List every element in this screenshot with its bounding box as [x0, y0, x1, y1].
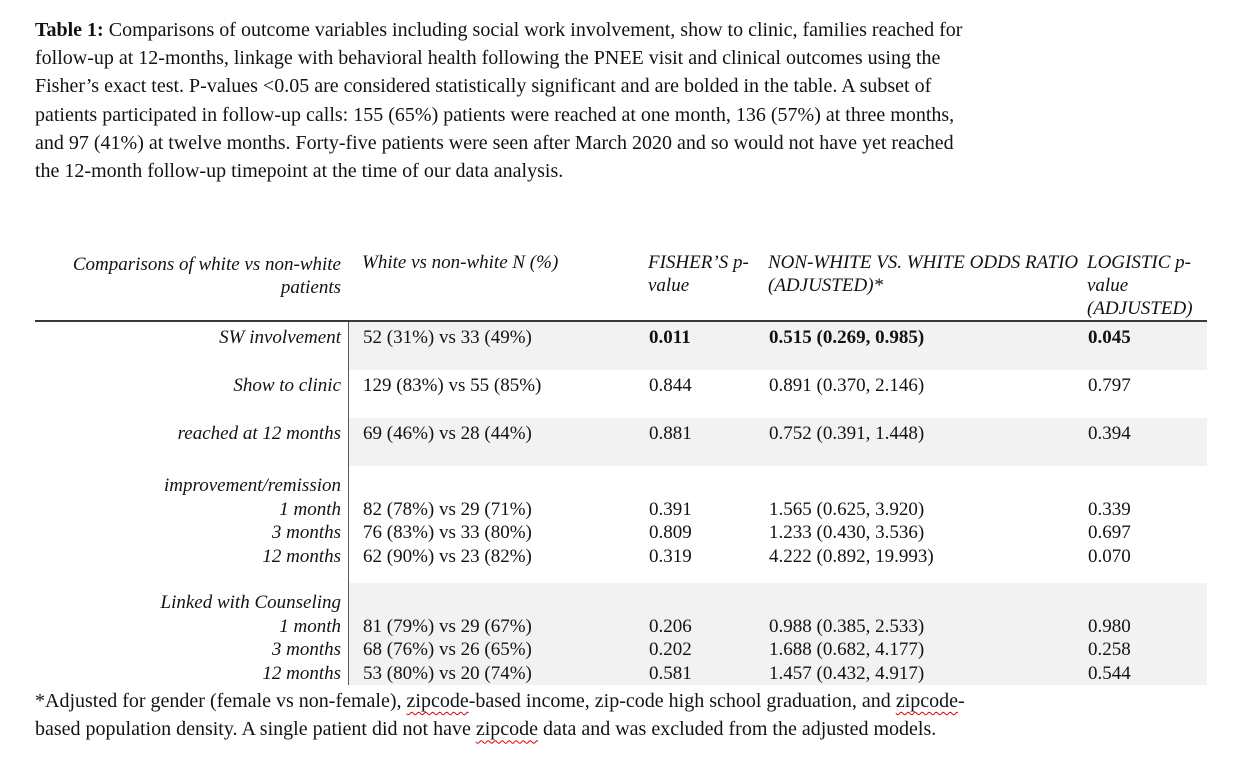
row-label: 1 month — [279, 498, 341, 520]
row-label-column — [35, 466, 348, 583]
header-odds-ratio-adjusted: NON-WHITE VS. WHITE ODDS RATIO (ADJUSTED)* — [768, 252, 1079, 297]
data-column — [769, 474, 1088, 583]
data-column — [1088, 591, 1207, 685]
table-body — [35, 322, 1207, 685]
row-label: 3 months — [271, 639, 341, 661]
data-column — [363, 422, 649, 466]
table-row-block — [35, 370, 1207, 418]
cell-n: 76 (83%) vs 33 (80%) — [363, 522, 532, 544]
data-column — [1088, 326, 1207, 370]
cell-fisher-p-value: 0.844 — [649, 375, 692, 397]
table-caption — [35, 16, 1205, 185]
data-column — [1088, 422, 1207, 466]
row-label: Show to clinic — [233, 375, 341, 397]
cell-fisher-p-value: 0.202 — [649, 639, 692, 661]
footnote-text: data and was excluded from the adjusted models. — [538, 718, 937, 741]
header-logistic-p-value-adjusted: LOGISTIC p-value (ADJUSTED) — [1087, 252, 1193, 320]
data-column — [1088, 374, 1207, 418]
cell-logistic-p-value: 0.394 — [1088, 423, 1131, 445]
table-row-block — [35, 466, 1207, 583]
caption-line: Fisher’s exact test. P-values <0.05 are considered statistically significant and are bolded in the table. A subset of — [35, 75, 932, 98]
caption-line: and 97 (41%) at twelve months. Forty-five patients were seen after March 2020 and so would not have yet reached — [35, 131, 954, 154]
caption-line: the 12-month follow-up timepoint at the time of our data analysis. — [35, 160, 564, 183]
row-data-area — [348, 583, 1207, 685]
cell-odds-ratio: 1.565 (0.625, 3.920) — [769, 498, 925, 520]
data-column — [649, 474, 769, 583]
footnote-text: based population density. A single patient did not have — [35, 718, 476, 741]
cell-logistic-p-value: 0.544 — [1088, 662, 1131, 684]
data-column — [769, 326, 1088, 370]
row-label-column — [35, 322, 348, 370]
cell-fisher-p-value: 0.809 — [649, 522, 692, 544]
cell-logistic-p-value: 0.980 — [1088, 615, 1131, 637]
blank-line — [769, 591, 1088, 615]
row-data-area — [348, 370, 1207, 418]
cell-n: 52 (31%) vs 33 (49%) — [363, 327, 532, 349]
header-comparisons: Comparisons of white vs non-white patients — [72, 254, 341, 299]
table-header-row — [35, 249, 1207, 322]
data-column — [363, 591, 649, 685]
row-label: 12 months — [262, 545, 341, 567]
blank-line — [649, 591, 769, 615]
blank-line — [769, 474, 1088, 498]
table-row-block — [35, 418, 1207, 466]
row-label: 12 months — [262, 662, 341, 684]
header-white-vs-nonwhite-n: White vs non-white N (%) — [362, 252, 559, 274]
data-column — [769, 374, 1088, 418]
data-column — [363, 326, 649, 370]
misspelled-word: zipcode — [895, 690, 958, 713]
cell-logistic-p-value: 0.339 — [1088, 498, 1131, 520]
row-data-area — [348, 322, 1207, 370]
footnote-text: *Adjusted for gender (female vs non-female), — [35, 690, 407, 713]
table-row-block — [35, 322, 1207, 370]
row-label: SW involvement — [219, 327, 341, 349]
blank-line — [1088, 474, 1207, 498]
caption-line: patients participated in follow-up calls: 155 (65%) patients were reached at one month, 136 (57%) at three months, — [35, 103, 955, 126]
cell-fisher-p-value: 0.391 — [649, 498, 692, 520]
cell-odds-ratio: 0.752 (0.391, 1.448) — [769, 423, 925, 445]
row-label-column — [35, 370, 348, 418]
cell-odds-ratio: 0.515 (0.269, 0.985) — [769, 327, 925, 349]
blank-line — [649, 474, 769, 498]
cell-n: 81 (79%) vs 29 (67%) — [363, 615, 532, 637]
caption-line: follow-up at 12-months, linkage with behavioral health following the PNEE visit and clinical outcomes using the — [35, 47, 941, 70]
table-row-block — [35, 583, 1207, 685]
comparison-table — [35, 249, 1207, 685]
cell-odds-ratio: 0.988 (0.385, 2.533) — [769, 615, 925, 637]
data-column — [769, 422, 1088, 466]
cell-logistic-p-value: 0.070 — [1088, 545, 1131, 567]
group-label: Linked with Counseling — [160, 592, 341, 614]
row-label-column — [35, 418, 348, 466]
table-footnote — [35, 687, 1205, 743]
misspelled-word: zipcode — [475, 718, 539, 741]
data-column — [649, 591, 769, 685]
blank-line — [1088, 591, 1207, 615]
header-fishers-p-value: FISHER’S p-value — [648, 252, 749, 297]
cell-odds-ratio: 0.891 (0.370, 2.146) — [769, 375, 925, 397]
misspelled-word: zipcode — [406, 690, 469, 713]
cell-n: 53 (80%) vs 20 (74%) — [363, 662, 532, 684]
cell-odds-ratio: 4.222 (0.892, 19.993) — [769, 545, 934, 567]
row-label-column — [35, 583, 348, 685]
header-data-columns — [348, 249, 1207, 320]
cell-logistic-p-value: 0.045 — [1088, 327, 1131, 349]
cell-n: 82 (78%) vs 29 (71%) — [363, 498, 532, 520]
footnote-line — [35, 687, 1205, 715]
caption-label: Table 1: — [35, 19, 109, 41]
cell-odds-ratio: 1.688 (0.682, 4.177) — [769, 639, 925, 661]
cell-logistic-p-value: 0.258 — [1088, 639, 1131, 661]
data-column — [363, 474, 649, 583]
row-label: 1 month — [279, 615, 341, 637]
row-data-area — [348, 418, 1207, 466]
data-column — [649, 422, 769, 466]
cell-fisher-p-value: 0.319 — [649, 545, 692, 567]
cell-logistic-p-value: 0.697 — [1088, 522, 1131, 544]
cell-n: 62 (90%) vs 23 (82%) — [363, 545, 532, 567]
cell-fisher-p-value: 0.011 — [649, 327, 691, 349]
row-label: reached at 12 months — [177, 423, 341, 445]
group-label: improvement/remission — [164, 475, 341, 497]
cell-logistic-p-value: 0.797 — [1088, 375, 1131, 397]
footnote-text: -based income, zip-code high school graduation, and — [468, 690, 896, 713]
caption-line: Table 1: Comparisons of outcome variables including social work involvement, show to clinic, families reached for — [35, 19, 963, 41]
row-label: 3 months — [271, 522, 341, 544]
data-column — [649, 326, 769, 370]
cell-n: 68 (76%) vs 26 (65%) — [363, 639, 532, 661]
cell-n: 129 (83%) vs 55 (85%) — [363, 375, 542, 397]
row-data-area — [348, 466, 1207, 583]
data-column — [769, 591, 1088, 685]
cell-fisher-p-value: 0.581 — [649, 662, 692, 684]
footnote-line — [35, 715, 1205, 743]
footnote-text: - — [958, 690, 965, 713]
cell-odds-ratio: 1.233 (0.430, 3.536) — [769, 522, 925, 544]
cell-fisher-p-value: 0.206 — [649, 615, 692, 637]
cell-fisher-p-value: 0.881 — [649, 423, 692, 445]
cell-n: 69 (46%) vs 28 (44%) — [363, 423, 532, 445]
data-column — [1088, 474, 1207, 583]
cell-odds-ratio: 1.457 (0.432, 4.917) — [769, 662, 925, 684]
blank-line — [363, 591, 649, 615]
blank-line — [363, 474, 649, 498]
data-column — [649, 374, 769, 418]
data-column — [363, 374, 649, 418]
